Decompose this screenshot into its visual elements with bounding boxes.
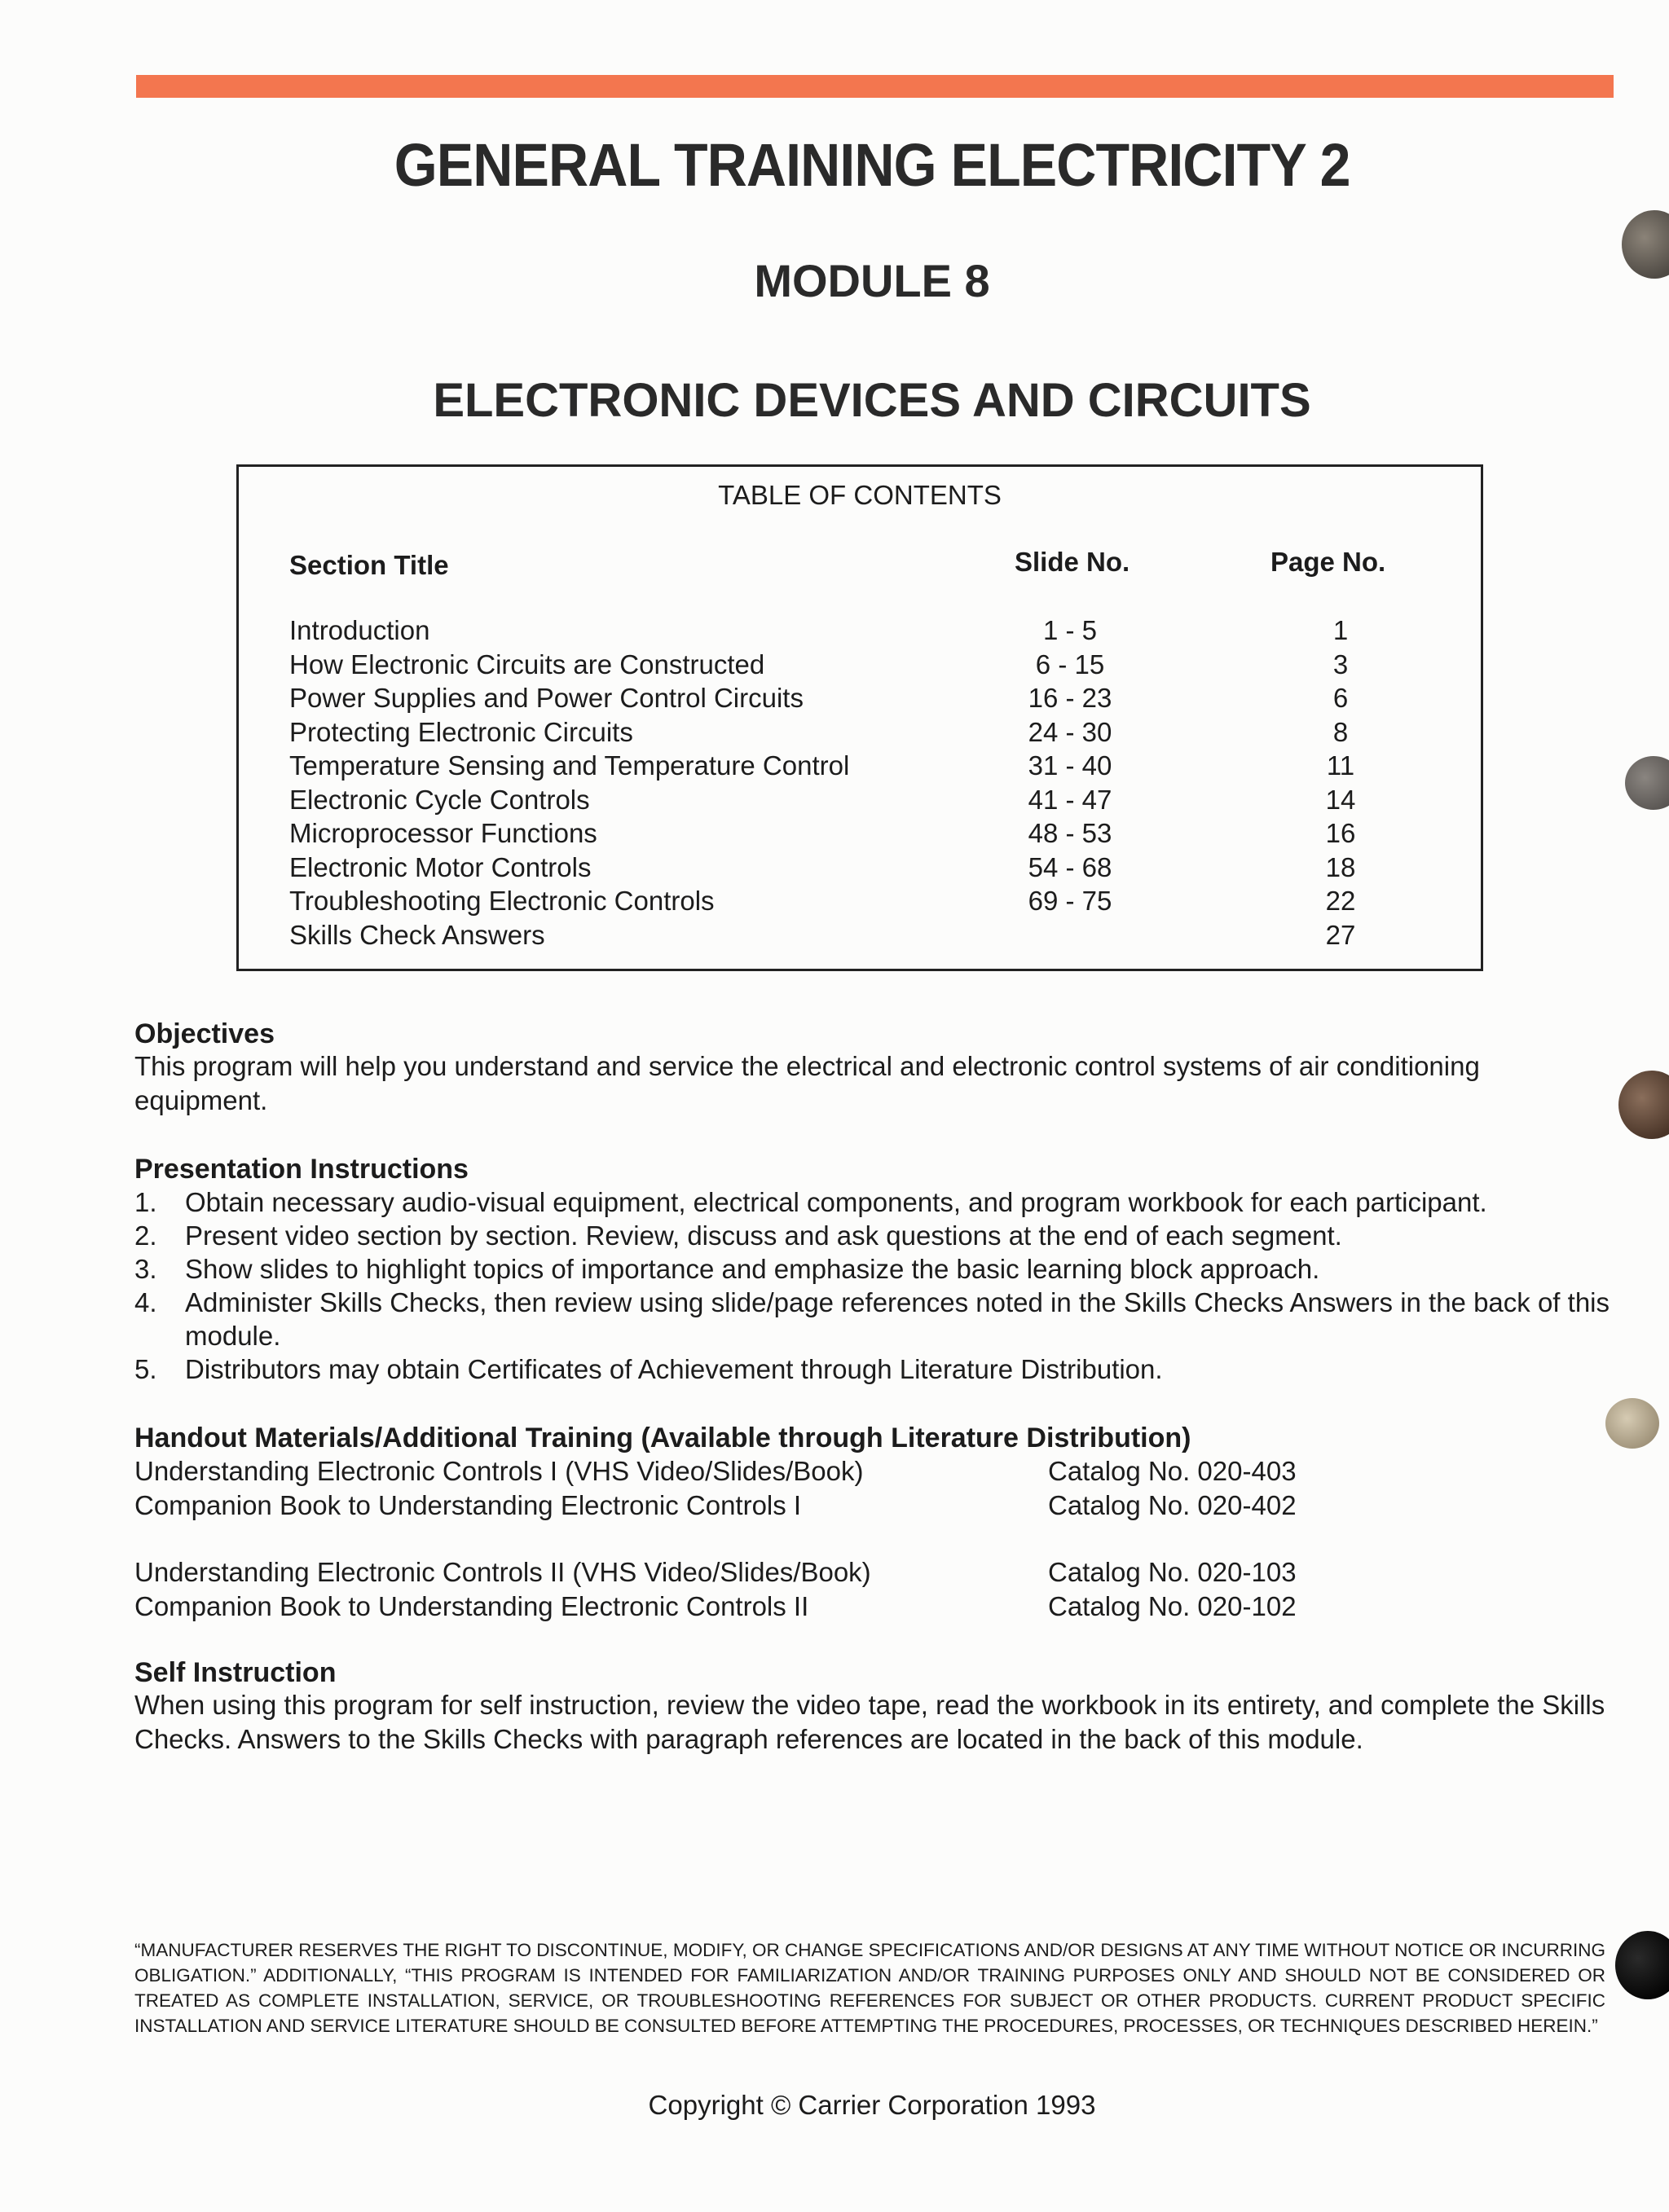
punch-hole bbox=[1625, 756, 1669, 810]
module-title: MODULE 8 bbox=[754, 255, 990, 306]
toc-row bbox=[239, 717, 1481, 751]
handout-item-catalog: Catalog No. 020-103 bbox=[1048, 1557, 1297, 1587]
objectives-heading: Objectives bbox=[134, 1018, 275, 1049]
handout-item-catalog: Catalog No. 020-102 bbox=[1048, 1591, 1297, 1621]
list-item-text: Show slides to highlight topics of importance and emphasize the basic learning block approach. bbox=[185, 1254, 1320, 1284]
list-item-text: Obtain necessary audio-visual equipment, electrical components, and program workbook for each participant. bbox=[185, 1187, 1487, 1217]
toc-row-slide: 16 - 23 bbox=[1028, 683, 1112, 713]
module-subtitle: ELECTRONIC DEVICES AND CIRCUITS bbox=[433, 374, 1311, 427]
copyright: Copyright © Carrier Corporation 1993 bbox=[648, 2090, 1096, 2120]
toc-row-slide: 6 - 15 bbox=[1035, 649, 1105, 679]
table-of-contents bbox=[236, 464, 1483, 971]
list-item-number: 5. bbox=[134, 1354, 157, 1384]
toc-row-page: 1 bbox=[1332, 615, 1349, 645]
presentation-heading: Presentation Instructions bbox=[134, 1154, 469, 1185]
toc-row bbox=[239, 683, 1481, 717]
toc-row-slide: 54 - 68 bbox=[1028, 851, 1112, 882]
list-item-text: Distributors may obtain Certificates of Achievement through Literature Distribution. bbox=[185, 1354, 1163, 1384]
toc-row bbox=[239, 818, 1481, 852]
toc-row-slide: 69 - 75 bbox=[1028, 886, 1112, 916]
list-item-text: Present video section by section. Review, discuss and ask questions at the end of each segment. bbox=[185, 1220, 1342, 1251]
list-item-text: Administer Skills Checks, then review using slide/page references noted in the Skills Checks Answers in the back of this module. bbox=[185, 1287, 1610, 1351]
toc-row bbox=[239, 649, 1481, 684]
toc-row-title: Microprocessor Functions bbox=[289, 818, 597, 848]
toc-row-page: 11 bbox=[1326, 750, 1355, 781]
punch-hole bbox=[1618, 1071, 1669, 1139]
objectives-text: This program will help you understand and service the electrical and electronic control systems of air conditioning equipment. bbox=[134, 1051, 1480, 1115]
list-item bbox=[134, 1252, 1618, 1286]
legal-disclaimer: “MANUFACTURER RESERVES THE RIGHT TO DISCONTINUE, MODIFY, OR CHANGE SPECIFICATIONS AND/OR DESIGNS AT ANY TIME WITHOUT NOTICE OR INCURRING OBLIGATION.” ADDITIONALLY, “THIS PROGRAM IS INTENDED FOR FAMILIARIZATION AND/OR TRAINING PURPOSES ONLY AND SHOULD NOT BE CONSIDERED OR TREATED AS COMPLETE INSTALLATION, SERVICE, OR TROUBLESHOOTING REFERENCES FOR SUBJECT OR OTHER PRODUCTS. CURRENT PRODUCT SPECIFIC INSTALLATION AND SERVICE LITERATURE SHOULD BE CONSULTED BEFORE ATTEMPTING THE PROCEDURES, PROCESSES, OR TECHNIQUES DESCRIBED HEREIN.” bbox=[134, 1940, 1605, 2036]
toc-row-title: How Electronic Circuits are Constructed bbox=[289, 649, 765, 679]
list-item bbox=[134, 1286, 1618, 1352]
toc-row-title: Electronic Cycle Controls bbox=[289, 784, 590, 815]
handout-item-title: Companion Book to Understanding Electronic Controls II bbox=[134, 1591, 809, 1621]
handout-item-title: Companion Book to Understanding Electronic Controls I bbox=[134, 1490, 802, 1520]
handout-heading: Handout Materials/Additional Training (Available through Literature Distribution) bbox=[134, 1423, 1191, 1453]
list-item-number: 3. bbox=[134, 1254, 157, 1284]
list-item bbox=[134, 1219, 1618, 1252]
toc-row-slide: 24 - 30 bbox=[1028, 716, 1112, 747]
handout-item-title: Understanding Electronic Controls I (VHS Video/Slides/Book) bbox=[134, 1456, 864, 1486]
toc-rows bbox=[239, 615, 1481, 953]
toc-row-page: 6 bbox=[1332, 683, 1349, 713]
toc-heading: TABLE OF CONTENTS bbox=[718, 480, 1002, 510]
toc-row-page: 18 bbox=[1325, 851, 1356, 882]
list-item bbox=[134, 1352, 1618, 1386]
toc-row-page: 3 bbox=[1332, 649, 1349, 679]
handout-item-title: Understanding Electronic Controls II (VHS Video/Slides/Book) bbox=[134, 1557, 871, 1587]
document-title: GENERAL TRAINING ELECTRICITY 2 bbox=[394, 131, 1350, 199]
list-item-number: 2. bbox=[134, 1220, 157, 1251]
toc-row bbox=[239, 852, 1481, 886]
self-instruction-text: When using this program for self instruction, review the video tape, read the workbook in its entirety, and complete the Skills Checks. Answers to the Skills Checks with paragraph references are located in the back of this module. bbox=[134, 1690, 1605, 1754]
handout-item-catalog: Catalog No. 020-403 bbox=[1048, 1456, 1297, 1486]
toc-row-title: Temperature Sensing and Temperature Control bbox=[289, 750, 850, 781]
toc-row-title: Power Supplies and Power Control Circuits bbox=[289, 683, 804, 713]
handout-item-catalog: Catalog No. 020-402 bbox=[1048, 1490, 1297, 1520]
toc-row bbox=[239, 920, 1481, 954]
toc-row bbox=[239, 615, 1481, 649]
toc-row-slide: 41 - 47 bbox=[1028, 784, 1112, 815]
toc-row-slide: 1 - 5 bbox=[1042, 615, 1098, 645]
toc-row-page: 14 bbox=[1325, 784, 1356, 815]
toc-row-page: 22 bbox=[1325, 886, 1356, 916]
punch-hole bbox=[1605, 1398, 1659, 1449]
toc-row bbox=[239, 785, 1481, 819]
toc-row-page: 8 bbox=[1332, 716, 1349, 747]
list-item bbox=[134, 1185, 1618, 1219]
toc-row-title: Protecting Electronic Circuits bbox=[289, 716, 633, 747]
list-item-number: 4. bbox=[134, 1287, 157, 1317]
toc-row bbox=[239, 886, 1481, 920]
toc-row-title: Introduction bbox=[289, 615, 430, 645]
toc-row-title: Electronic Motor Controls bbox=[289, 851, 592, 882]
toc-row-title: Troubleshooting Electronic Controls bbox=[289, 886, 715, 916]
accent-bar bbox=[136, 75, 1614, 98]
toc-row bbox=[239, 750, 1481, 785]
toc-row-title: Skills Check Answers bbox=[289, 919, 545, 950]
toc-row-slide: 48 - 53 bbox=[1028, 818, 1112, 848]
self-instruction-heading: Self Instruction bbox=[134, 1657, 337, 1688]
list-item-number: 1. bbox=[134, 1187, 157, 1217]
toc-row-page: 27 bbox=[1325, 919, 1356, 950]
toc-row-slide: 31 - 40 bbox=[1028, 750, 1112, 781]
toc-col-section-title: Section Title bbox=[289, 550, 449, 580]
toc-col-page-no: Page No. bbox=[1270, 547, 1386, 577]
punch-hole bbox=[1615, 1931, 1669, 1999]
toc-row-page: 16 bbox=[1325, 818, 1356, 848]
presentation-list bbox=[134, 1185, 1618, 1386]
toc-col-slide-no: Slide No. bbox=[1015, 547, 1130, 577]
